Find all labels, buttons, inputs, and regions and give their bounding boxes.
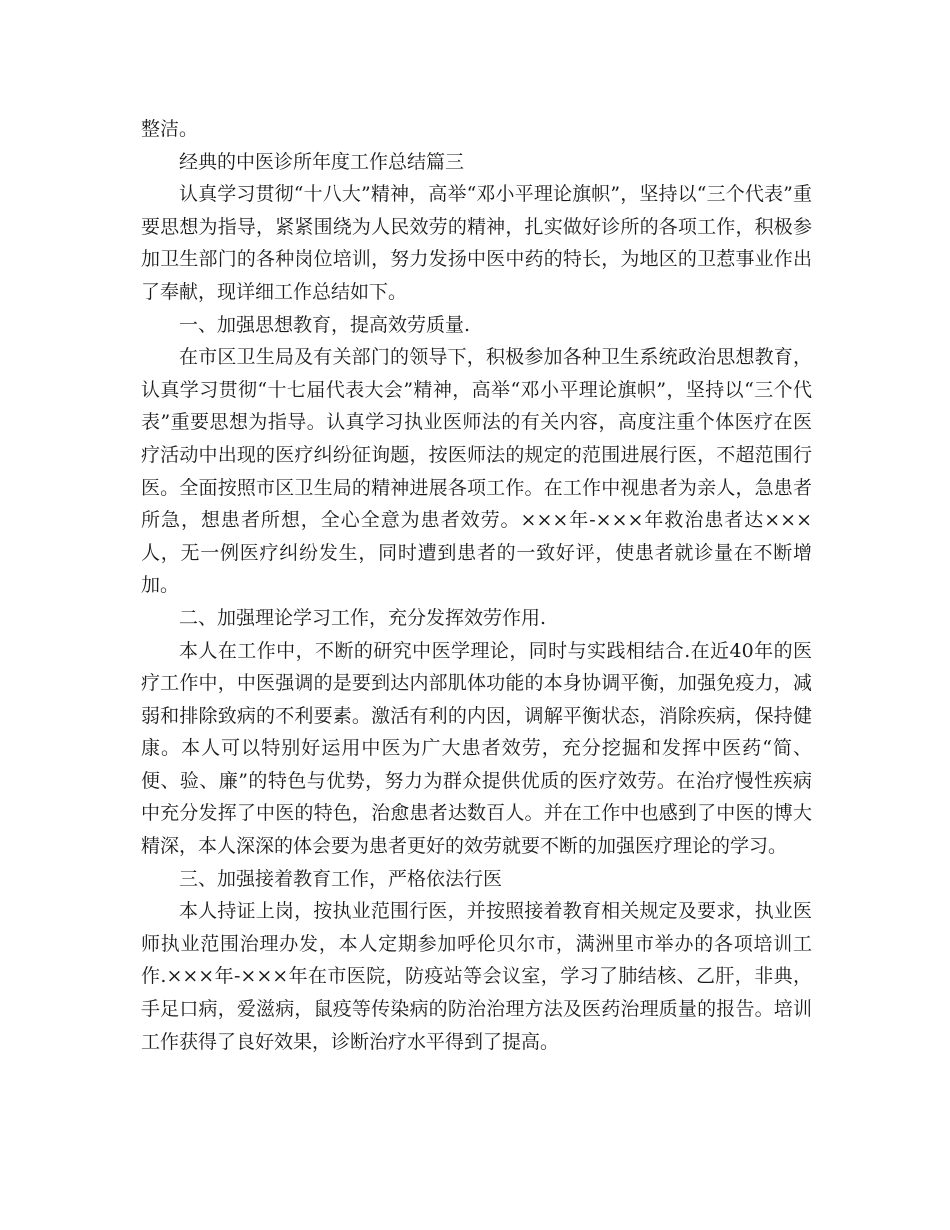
paragraph-section-2: 本人在工作中，不断的研究中医学理论，同时与实践相结合.在近40年的医疗工作中，中医强调的是要到达内部肌体功能的本身协调平衡，加强免疫力，减弱和排除致病的不利要素。激活有利的内因，调解平衡状态，消除疾病，保持健康。本人可以特别好运用中医为广大患者效劳，充分挖掘和发挥中医药“简、便、验、廉”的特色与优势，努力为群众提供优质的医疗效劳。在治疗慢性疾病中充分发挥了中医的特色，治愈患者达数百人。并在工作中也感到了中医的博大精深，本人深深的体会要为患者更好的效劳就要不断的加强医疗理论的学习。 <box>141 639 812 858</box>
paragraph-section-1: 在市区卫生局及有关部门的领导下，积极参加各种卫生系统政治思想教育，认真学习贯彻“十七届代表大会”精神，高举“邓小平理论旗帜”，坚持以“三个代表”重要思想为指导。认真学习执业医师法的有关内容，高度注重个体医疗在医疗活动中出现的医疗纠纷征询题，按医师法的规定的范围进展行医，不超范围行医。全面按照市区卫生局的精神进展各项工作。在工作中视患者为亲人，急患者所急，想患者所想，全心全意为患者效劳。×××年-×××年救治患者达×××人，无一例医疗纠纷发生，同时遭到患者的一致好评，使患者就诊量在不断增加。 <box>141 346 812 597</box>
heading-section-2: 二、加强理论学习工作，充分发挥效劳作用. <box>179 606 547 629</box>
document-body <box>141 113 812 1058</box>
heading-section-3: 三、加强接着教育工作，严格依法行医 <box>179 867 503 890</box>
heading-section-1: 一、加强思想教育，提高效劳质量. <box>179 313 471 336</box>
section-title: 经典的中医诊所年度工作总结篇三 <box>179 150 465 173</box>
paragraph-continuation: 整洁。 <box>141 118 199 140</box>
paragraph-section-3: 本人持证上岗，按执业范围行医，并按照接着教育相关规定及要求，执业医师执业范围治理办发，本人定期参加呼伦贝尔市，满洲里市举办的各项培训工作.×××年-×××年在市医院，防疫站等会议室，学习了肺结核、乙肝，非典，手足口病，爱滋病，鼠疫等传染病的防治治理方法及医药治理质量的报告。培训工作获得了良好效果，诊断治疗水平得到了提高。 <box>141 900 812 1053</box>
paragraph-intro: 认真学习贯彻“十八大”精神，高举“邓小平理论旗帜”，坚持以“三个代表”重要思想为指导，紧紧围绕为人民效劳的精神，扎实做好诊所的各项工作，积极参加卫生部门的各种岗位培训，努力发扬中医中药的特长，为地区的卫惹事业作出了奉献，现详细工作总结如下。 <box>141 183 812 303</box>
